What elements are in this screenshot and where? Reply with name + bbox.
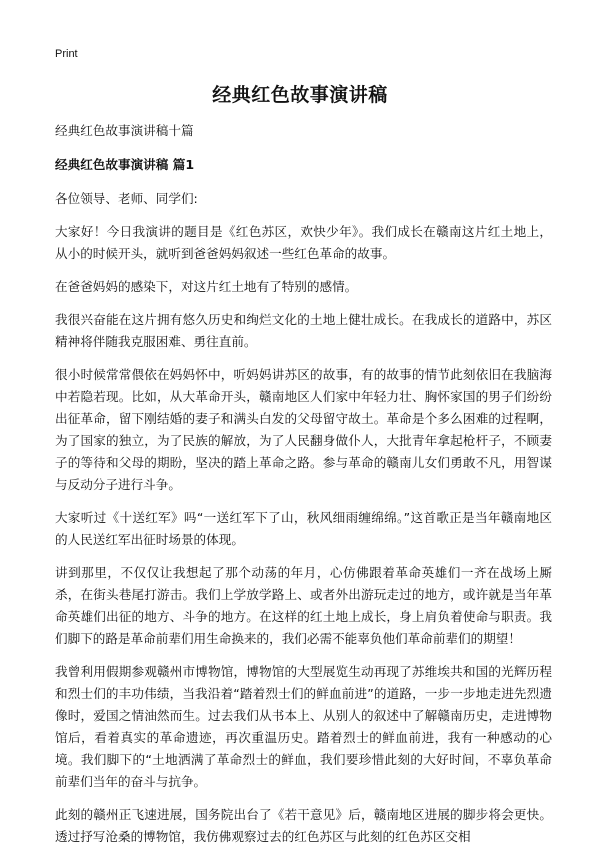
paragraph-greeting: 各位领导、老师、同学们:	[55, 191, 198, 206]
paragraph: 大家听过《十送红军》吗“一送红军下了山，秋风细雨缠绵绵。”这首歌正是当年赣南地区的人民送红军出征时场景的体现。	[55, 510, 552, 547]
section-heading: 经典红色故事演讲稿 篇1	[55, 157, 195, 172]
paragraph: 大家好！今日我演讲的题目是《红色苏区，欢快少年》。我们成长在赣南这片红土地上，从小的时候开头，就听到爸爸妈妈叙述一些红色革命的故事。	[55, 224, 552, 261]
paragraph: 在爸爸妈妈的感染下，对这片红土地有了特别的感情。	[55, 279, 358, 294]
paragraph: 我曾利用假期参观赣州市博物馆，博物馆的大型展览生动再现了苏维埃共和国的光辉历程和烈士们的丰功伟绩，当我沿着“踏着烈士们的鲜血前进”的道路，一步一步地走进先烈遗像时，爱国之情油然而生。过去我们从书本上、从别人的叙述中了解赣南历史，走进博物馆后，看着真实的革命遗迹，再次重温历史。踏着烈士的鲜血前进，我有一种感动的心境。我们脚下的“土地洒满了革命烈士的鲜血，我们要珍惜此刻的大好时间，不辜负革命前辈们当年的奋斗与抗争。	[55, 664, 552, 789]
document-body	[55, 120, 552, 859]
paragraph: 此刻的赣州正飞速进展，国务院出台了《若干意见》后，赣南地区进展的脚步将会更快。透过抒写沧桑的博物馆，我仿佛观察过去的红色苏区与此刻的红色苏区交相	[55, 807, 552, 844]
paragraph: 讲到那里，不仅仅让我想起了那个动荡的年月，心仿佛跟着革命英雄们一齐在战场上厮杀，在街头巷尾打游击。我们上学放学路上、或者外出游玩走过的地方，或许就是当年革命英雄们出征的地方、斗争的地方。在这样的红土地上成长，身上肩负着使命与职责。我们脚下的路是革命前辈们用生命换来的，我们必需不能辜负他们革命前辈们的期望！	[55, 565, 552, 646]
paragraph: 我很兴奋能在这片拥有悠久历史和绚烂文化的土地上健壮成长。在我成长的道路中，苏区精神将伴随我克服困难、勇往直前。	[55, 312, 552, 349]
document-title: 经典红色故事演讲稿	[212, 84, 388, 106]
print-link[interactable]: Print	[55, 48, 78, 60]
document-subtitle: 经典红色故事演讲稿十篇	[55, 123, 194, 138]
paragraph: 很小时候常常偎依在妈妈怀中，听妈妈讲苏区的故事，有的故事的情节此刻依旧在我脑海中若隐若现。比如，从大革命开头，赣南地区人们家中年轻力壮、胸怀家国的男子们纷纷出征革命，留下刚结婚的妻子和满头白发的父母留守故土。革命是个多么困难的过程啊，为了国家的独立，为了民族的解放，为了人民翻身做仆人，大批青年拿起枪杆子，不顾妻子的等待和父母的期盼，坚决的踏上革命之路。参与革命的赣南儿女们勇敢不凡，用智谋与反动分子进行斗争。	[55, 367, 552, 492]
